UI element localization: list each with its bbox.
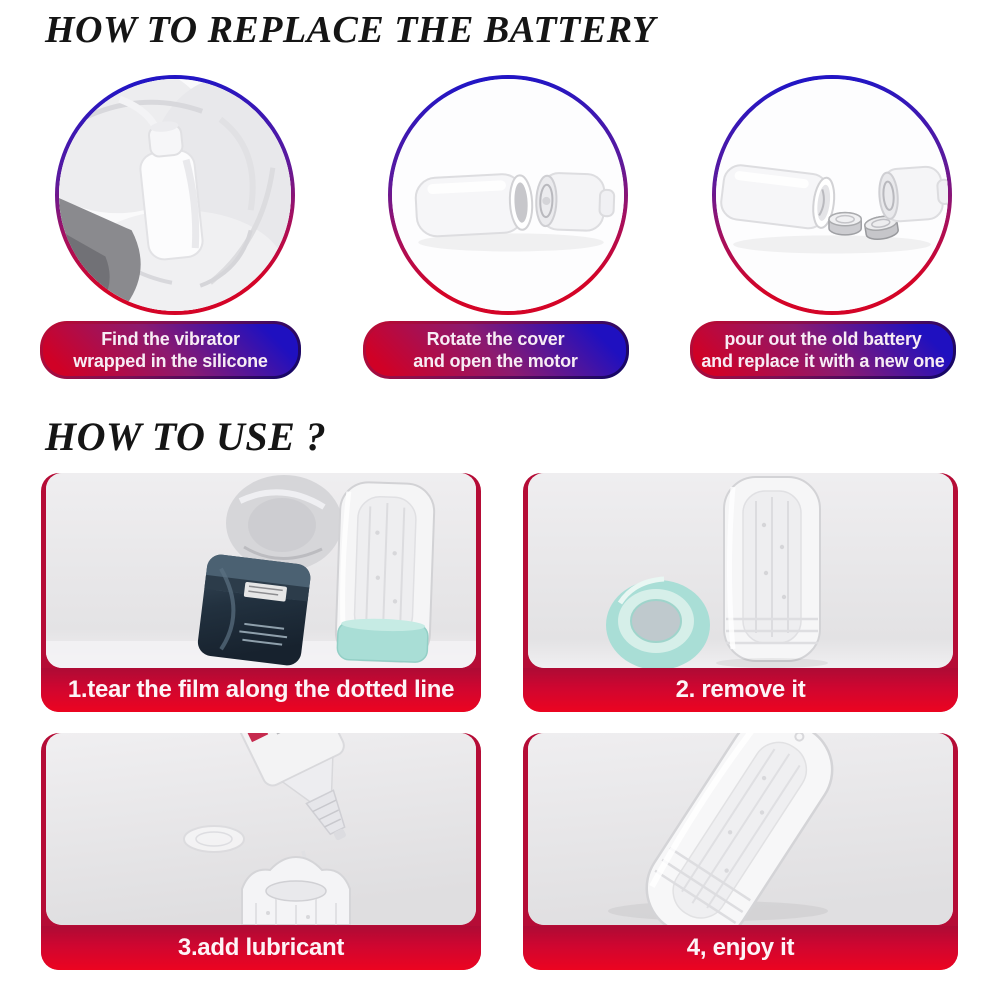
caption-line-1: Rotate the cover (426, 329, 565, 349)
clear-cap (184, 826, 244, 852)
step-caption-text (43, 324, 298, 376)
vibrator-wrapped-in-silicone-photo (59, 79, 291, 311)
motor-cap (878, 165, 948, 222)
step-circle-ring (712, 75, 952, 315)
battery-step-3 (690, 75, 956, 379)
battery-step-2 (363, 75, 629, 379)
enjoy-illustration (528, 733, 953, 925)
usage-step-caption: 2. remove it (523, 668, 958, 712)
battery-step-1 (40, 75, 301, 379)
step-caption-pill (690, 321, 956, 379)
button-battery-1 (829, 213, 861, 235)
caption-line-2: wrapped in the silicone (73, 351, 268, 371)
remove-cap-illustration (528, 473, 953, 668)
tear-film-illustration (46, 473, 476, 668)
motor-body (414, 173, 533, 237)
tear-film-photo (46, 473, 476, 668)
usage-step-caption: 1.tear the film along the dotted line (41, 668, 481, 712)
caption-line-1: Find the vibrator (101, 329, 240, 349)
step-circle-ring (388, 75, 628, 315)
step-caption-pill (40, 321, 301, 379)
enjoy-photo (528, 733, 953, 925)
step-circle-ring (55, 75, 295, 315)
silicone-closeup-illustration (59, 79, 291, 311)
usage-step-1 (41, 473, 481, 712)
usage-step-caption: 4, enjoy it (523, 926, 958, 970)
battery-steps-row (40, 75, 956, 379)
usage-step-caption: 3.add lubricant (41, 926, 481, 970)
film-packet (196, 553, 312, 667)
add-lubricant-illustration (46, 733, 476, 925)
batteries-removed-photo (716, 79, 948, 311)
remove-cap-photo (528, 473, 953, 668)
step-caption-text (366, 324, 626, 376)
usage-steps-grid (41, 473, 958, 970)
step-caption-text (693, 324, 953, 376)
caption-line-1: pour out the old battery (724, 329, 922, 349)
use-section-title: HOW TO USE ? (45, 414, 327, 459)
caption-line-2: and replace it with a new one (701, 351, 945, 371)
step-caption-pill (363, 321, 629, 379)
usage-step-3 (41, 733, 481, 970)
usage-step-4 (523, 733, 958, 970)
usage-step-2 (523, 473, 958, 712)
battery-section-title: HOW TO REPLACE THE BATTERY (45, 9, 656, 51)
cup-with-film (335, 481, 435, 662)
cup-standing (716, 477, 828, 668)
add-lubricant-photo (46, 733, 476, 925)
caption-line-2: and open the motor (413, 351, 578, 371)
opened-motor-illustration (392, 79, 624, 311)
film-wrap (226, 475, 342, 571)
batteries-out-illustration (716, 79, 948, 311)
motor-cover-opened-photo (392, 79, 624, 311)
